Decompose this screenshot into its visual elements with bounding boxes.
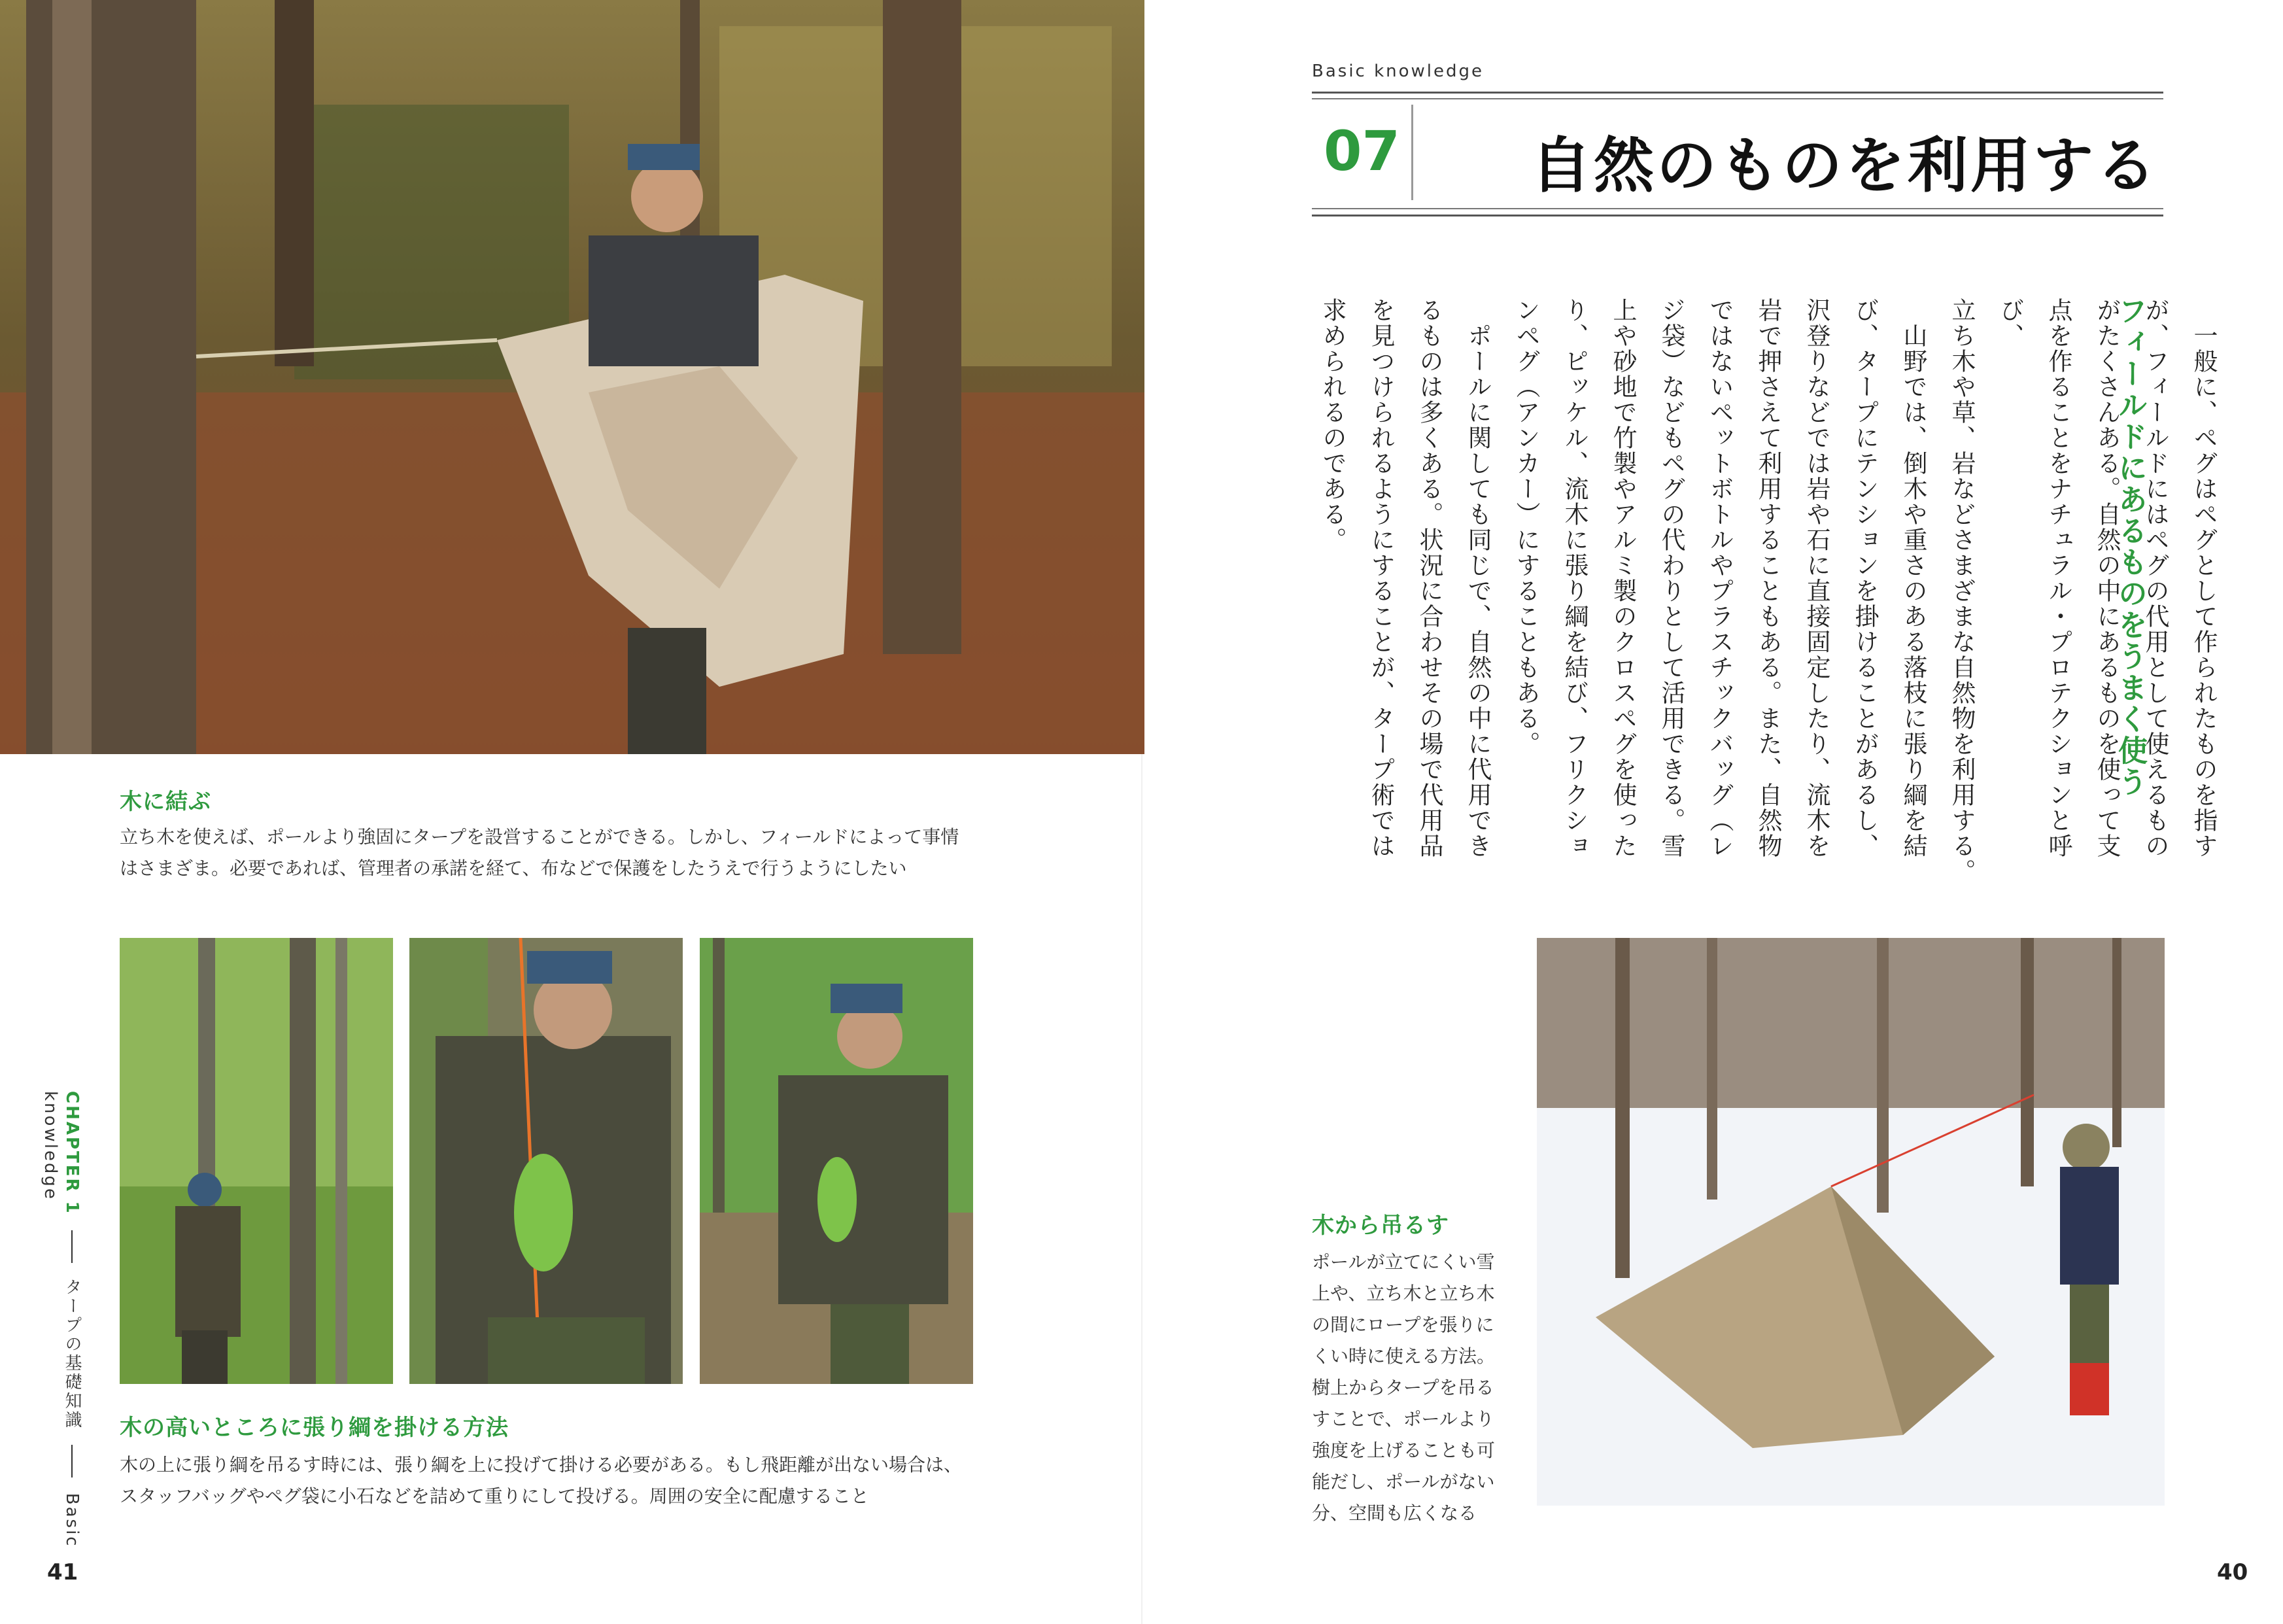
body-column: 立ち木や草、岩などさまざまな自然物を利用する。 [1948, 298, 1976, 884]
body-column: ジ袋）などもペグの代わりとして活用できる。雪 [1657, 298, 1685, 859]
header-separator [1411, 105, 1413, 200]
body-column: がたくさんある。自然の中にあるものを使って支 [2093, 298, 2121, 859]
body-text [1308, 298, 2227, 886]
caption-line: 強度を上げることも可 [1312, 1440, 1496, 1461]
caption-high-rope-text [120, 1449, 962, 1512]
body-column: 上や砂地で竹製やアルミ製のクロスペグを使った [1609, 298, 1637, 859]
body-column: ではないペットボトルやプラスチックバッグ（レ [1706, 298, 1734, 859]
body-column: 一般に、ペグはペグとして作られたものを指す [2189, 298, 2218, 859]
caption-line: 木の上に張り綱を吊るす時には、張り綱を上に投げて掛ける必要がある。もし飛距離が出ない場合は、 [120, 1454, 963, 1476]
sidebar-divider [71, 1445, 73, 1477]
body-column: が、フィールドにはペグの代用として使えるもの [2141, 298, 2169, 859]
body-column: り、ピッケル、流木に張り綱を結び、フリクショ [1560, 298, 1588, 859]
caption-line: 能だし、ポールがない [1312, 1471, 1495, 1493]
caption-line: はさまざま。必要であれば、管理者の承諾を経て、布などで保護をしたうえで行うようにしたい [120, 857, 907, 879]
sidebar-topic: タープの基礎知識 [62, 1278, 82, 1430]
caption-hang-text [1312, 1247, 1495, 1529]
page-number-right: 40 [2217, 1559, 2248, 1585]
body-column: び、タープにテンションを掛けることがあるし、 [1851, 298, 1879, 859]
chapter-sidebar [41, 1091, 84, 1624]
body-column: 岩で押さえて利用することもある。また、自然物 [1754, 298, 1782, 859]
caption-line: ポールが立てにくい雪 [1312, 1251, 1495, 1273]
caption-line: 上や、立ち木と立ち木 [1312, 1283, 1495, 1304]
photo-weighted-bag [409, 938, 683, 1384]
page-title: 自然のものを利用する [1530, 131, 2159, 201]
body-column: るものは多くある。状況に合わせその場で代用品 [1415, 298, 1443, 859]
page-number-left: 41 [47, 1559, 78, 1585]
photo-holding-green-bag [700, 938, 973, 1384]
photo-throwing-rope [120, 938, 393, 1384]
photo-tying-tarp-to-tree [0, 0, 1144, 754]
header-rule-bottom-thin [1312, 208, 2163, 209]
header-rule-top [1312, 92, 2163, 94]
body-column: ポールに関しても同じで、自然の中に代用でき [1464, 298, 1492, 859]
caption-line: 分、空間も広くなる [1312, 1502, 1477, 1524]
caption-line: 立ち木を使えば、ポールより強固にタープを設営することができる。しかし、フィールドによって事情 [120, 826, 959, 848]
sidebar-section: Basic knowledge [41, 1091, 82, 1548]
header-rule-top-thin [1312, 98, 2163, 99]
caption-hang-title: 木から吊るす [1312, 1213, 1449, 1239]
section-heading: フィールドにあるものをうまく使う [2113, 296, 2148, 798]
section-kicker: Basic knowledge [1312, 61, 1485, 81]
caption-line: の間にロープを張りに [1312, 1314, 1494, 1336]
body-column: 沢登りなどでは岩や石に直接固定したり、流木を [1802, 298, 1830, 859]
caption-line: くい時に使える方法。 [1312, 1345, 1496, 1367]
body-column: 求められるのである。 [1318, 298, 1347, 553]
header-rule-bottom [1312, 215, 2163, 216]
caption-tie-to-tree-text [120, 821, 959, 884]
caption-tie-to-tree-title: 木に結ぶ [120, 789, 211, 815]
body-column: 点を作ることをナチュラル・プロテクションと呼び、 [1996, 298, 2072, 859]
caption-line: スタッフバッグやペグ袋に小石などを詰めて重りにして投げる。周囲の安全に配慮すること [120, 1485, 869, 1507]
sidebar-chapter: CHAPTER 1 [62, 1091, 82, 1215]
body-column: ンペグ（アンカー）にすることもある。 [1512, 298, 1540, 757]
chapter-number: 07 [1324, 119, 1400, 183]
caption-line: 樹上からタープを吊る [1312, 1377, 1494, 1398]
caption-high-rope-title: 木の高いところに張り綱を掛ける方法 [120, 1415, 509, 1441]
body-column: 山野では、倒木や重さのある落枝に張り綱を結 [1899, 298, 1927, 859]
body-column: を見つけられるようにすることが、タープ術では [1367, 298, 1395, 859]
photo-hanging-from-tree [1537, 938, 2165, 1506]
sidebar-divider [71, 1230, 73, 1263]
caption-line: すことで、ポールより [1312, 1408, 1494, 1430]
